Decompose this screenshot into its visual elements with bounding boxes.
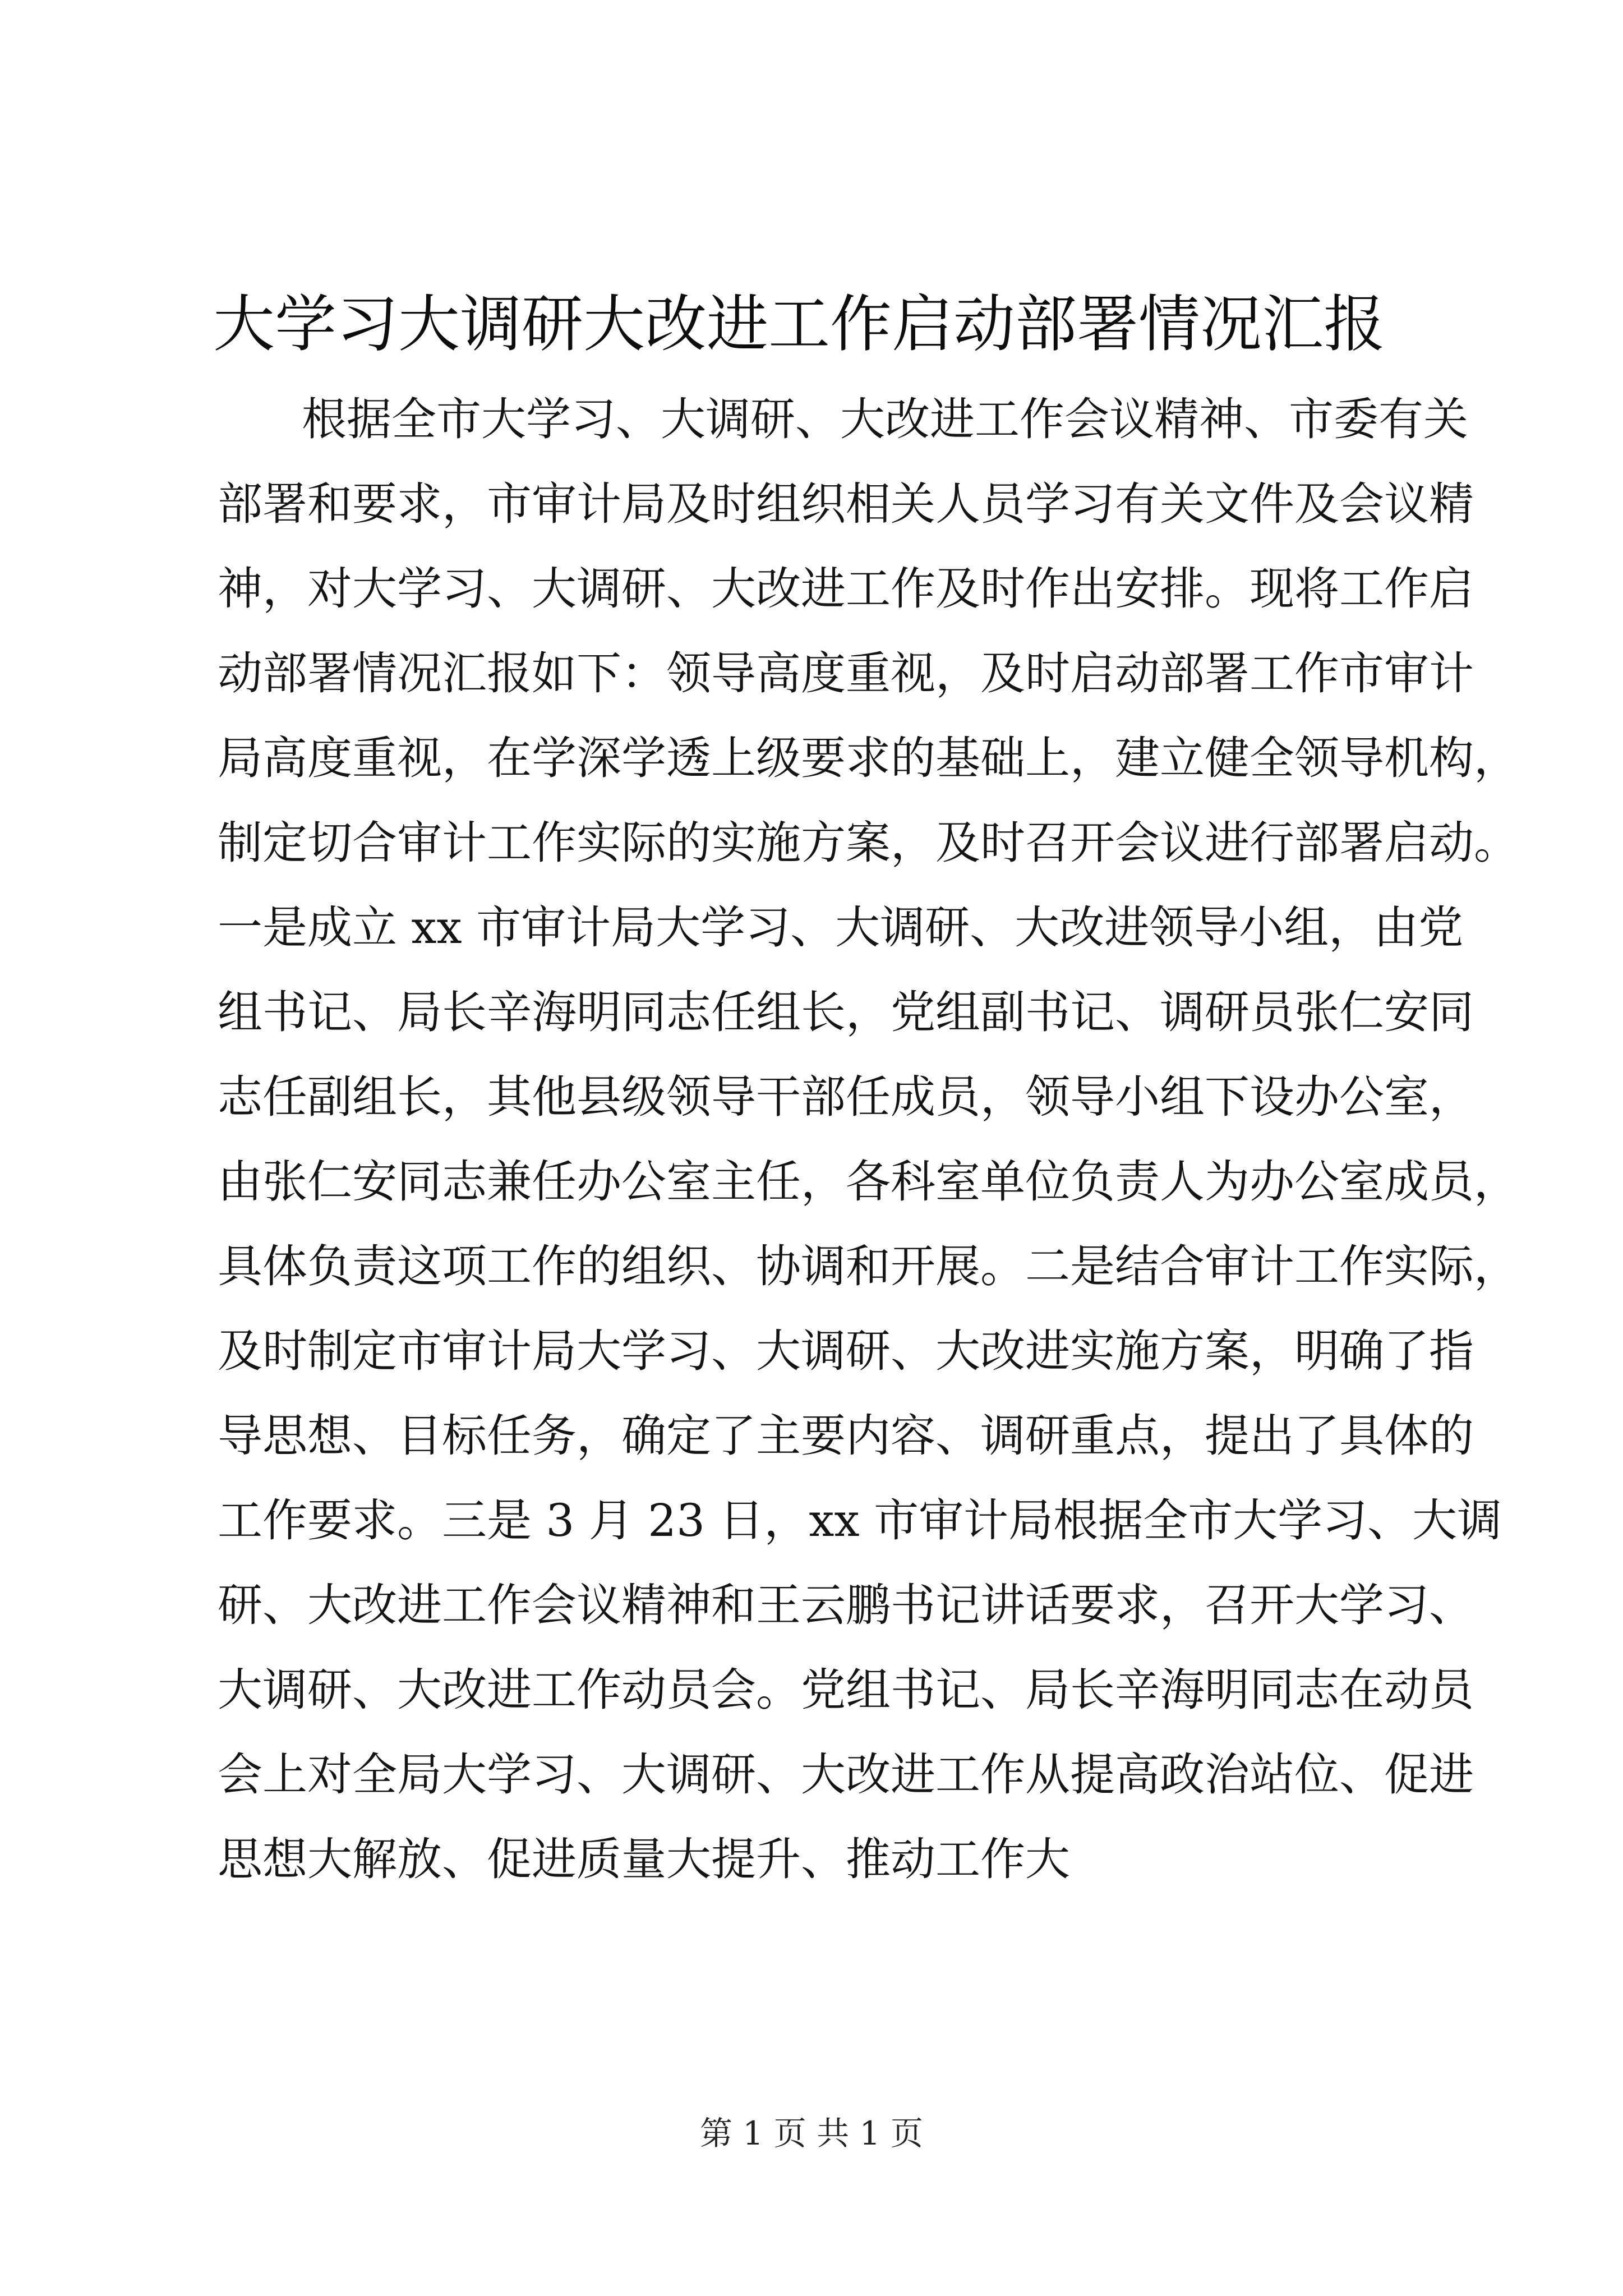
body-line: 志任副组长，其他县级领导干部任成员，领导小组下设办公室， <box>218 1071 1474 1123</box>
body-line: 动部署情况汇报如下：领导高度重视，及时启动部署工作市审计 <box>218 647 1474 700</box>
body-line: 由张仁安同志兼任办公室主任，各科室单位负责人为办公室成员， <box>218 1156 1519 1208</box>
body-line: 及时制定市审计局大学习、大调研、大改进实施方案，明确了指 <box>218 1325 1474 1377</box>
body-line: 制定切合审计工作实际的实施方案，及时召开会议进行部署启动。 <box>218 817 1519 869</box>
body-line: 具体负责这项工作的组织、协调和开展。二是结合审计工作实际， <box>218 1240 1519 1292</box>
body-line: 根据全市大学习、大调研、大改进工作会议精神、市委有关 <box>302 393 1468 445</box>
body-line: 思想大解放、促进质量大提升、推动工作大 <box>218 1833 1070 1885</box>
page-number: 第 1 页 共 1 页 <box>700 2114 923 2152</box>
body-line: 研、大改进工作会议精神和王云鹏书记讲话要求，召开大学习、 <box>218 1579 1474 1631</box>
body-line: 神，对大学习、大调研、大改进工作及时作出安排。现将工作启 <box>218 563 1474 615</box>
body-line: 大调研、大改进工作动员会。党组书记、局长辛海明同志在动员 <box>218 1664 1474 1716</box>
body-line: 组书记、局长辛海明同志任组长，党组副书记、调研员张仁安同 <box>218 986 1474 1038</box>
body-line: 会上对全局大学习、大调研、大改进工作从提高政治站位、促进 <box>218 1749 1474 1801</box>
document-body <box>218 377 1519 1902</box>
document-title: 大学习大调研大改进工作启动部署情况汇报 <box>213 288 1385 360</box>
body-line: 一是成立 xx 市审计局大学习、大调研、大改进领导小组，由党 <box>218 901 1464 954</box>
body-line: 导思想、目标任务，确定了主要内容、调研重点，提出了具体的 <box>218 1410 1474 1462</box>
body-line: 局高度重视，在学深学透上级要求的基础上，建立健全领导机构， <box>218 732 1519 784</box>
page-footer <box>0 2114 1623 2153</box>
body-line: 部署和要求，市审计局及时组织相关人员学习有关文件及会议精 <box>218 478 1474 530</box>
body-line: 工作要求。三是 3 月 23 日，xx 市审计局根据全市大学习、大调 <box>218 1494 1502 1547</box>
